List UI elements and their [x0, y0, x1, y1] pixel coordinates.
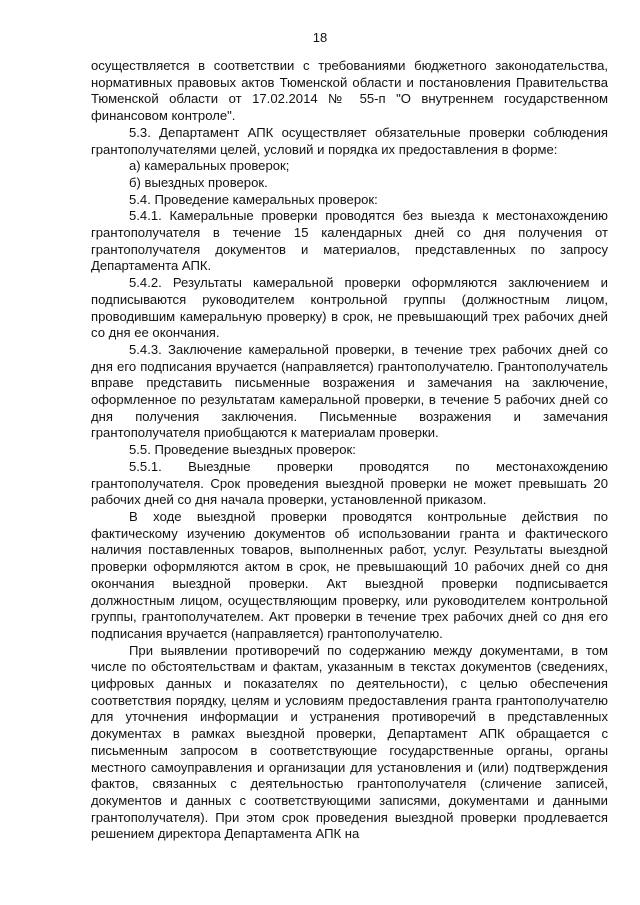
paragraph-field-inspection: В ходе выездной проверки проводятся контрольные действия по фактическому изучению документов об использовании гранта и фактического наличия поставленных товаров, выполненных работ, услуг. Результаты выездной проверки оформляются актом в срок, не превышающий 10 рабочих дней со дня окончания выездной проверки. Акт выездной проверки подписывается должностным лицом, осуществляющим проверку, или руководителем контрольной группы, грантополучателем. Акт проверки в течение трех рабочих дней со дня его подписания вручается (направляется) грантополучателю.	[91, 508, 608, 641]
paragraph-5-4: 5.4. Проведение камеральных проверок:	[129, 191, 378, 207]
paragraph-5-4-1: 5.4.1. Камеральные проверки проводятся без выезда к местонахождению грантополучателя в течение 15 календарных дней со дня получения от грантополучателя документов и материалов, представленных по запросу Департамента АПК.	[91, 208, 608, 274]
list-item-a: а) камеральных проверок;	[129, 158, 290, 174]
paragraph-continuation: осуществляется в соответствии с требованиями бюджетного законодательства, нормативных правовых актов Тюменской области и постановления Правительства Тюменской области от 17.02.2014 № 55-п "О внутреннем государственном финансовом контроле".	[91, 58, 608, 124]
document-body	[91, 58, 608, 843]
paragraph-contradictions: При выявлении противоречий по содержанию между документами, в том числе по обстоятельствам и фактам, указанным в текстах документов (сведениях, цифровых данных и показателях по деятельности), с целью обеспечения соответствия порядку, целям и условиям предоставления гранта грантополучателю для уточнения информации и устранения противоречий в представленных документах в рамках выездной проверки, Департамент АПК обращается с письменным запросом в соответствующие государственные органы, органы местного самоуправления и организации для установления и (или) подтверждения фактов, связанных с деятельностью грантополучателя (сличение записей, документов и данных с соответствующими записями, документами и данными грантополучателя). При этом срок проведения выездной проверки продлевается решением директора Департамента АПК на	[91, 642, 608, 842]
paragraph-5-5-1: 5.5.1. Выездные проверки проводятся по местонахождению грантополучателя. Срок проведения выездной проверки не может превышать 20 рабочих дней со дня начала проверки, установленной приказом.	[91, 458, 608, 508]
list-item-b: б) выездных проверок.	[129, 174, 268, 190]
paragraph-5-5: 5.5. Проведение выездных проверок:	[129, 442, 356, 458]
paragraph-5-3: 5.3. Департамент АПК осуществляет обязательные проверки соблюдения грантополучателями целей, условий и порядка их предоставления в форме:	[91, 124, 608, 157]
paragraph-5-4-3: 5.4.3. Заключение камеральной проверки, в течение трех рабочих дней со дня его подписания вручается (направляется) грантополучателю. Грантополучатель вправе представить письменные возражения и замечания на заключение, оформленное по результатам камеральной проверки, в течение 5 рабочих дней со дня получения заключения. Письменные возражения и замечания грантополучателя приобщаются к материалам проверки.	[91, 341, 608, 441]
page-number: 18	[312, 30, 328, 45]
paragraph-5-4-2: 5.4.2. Результаты камеральной проверки оформляются заключением и подписываются руководителем контрольной группы (должностным лицом, проводившим камеральную проверку) в срок, не превышающий трех рабочих дней со дня ее окончания.	[91, 275, 608, 341]
